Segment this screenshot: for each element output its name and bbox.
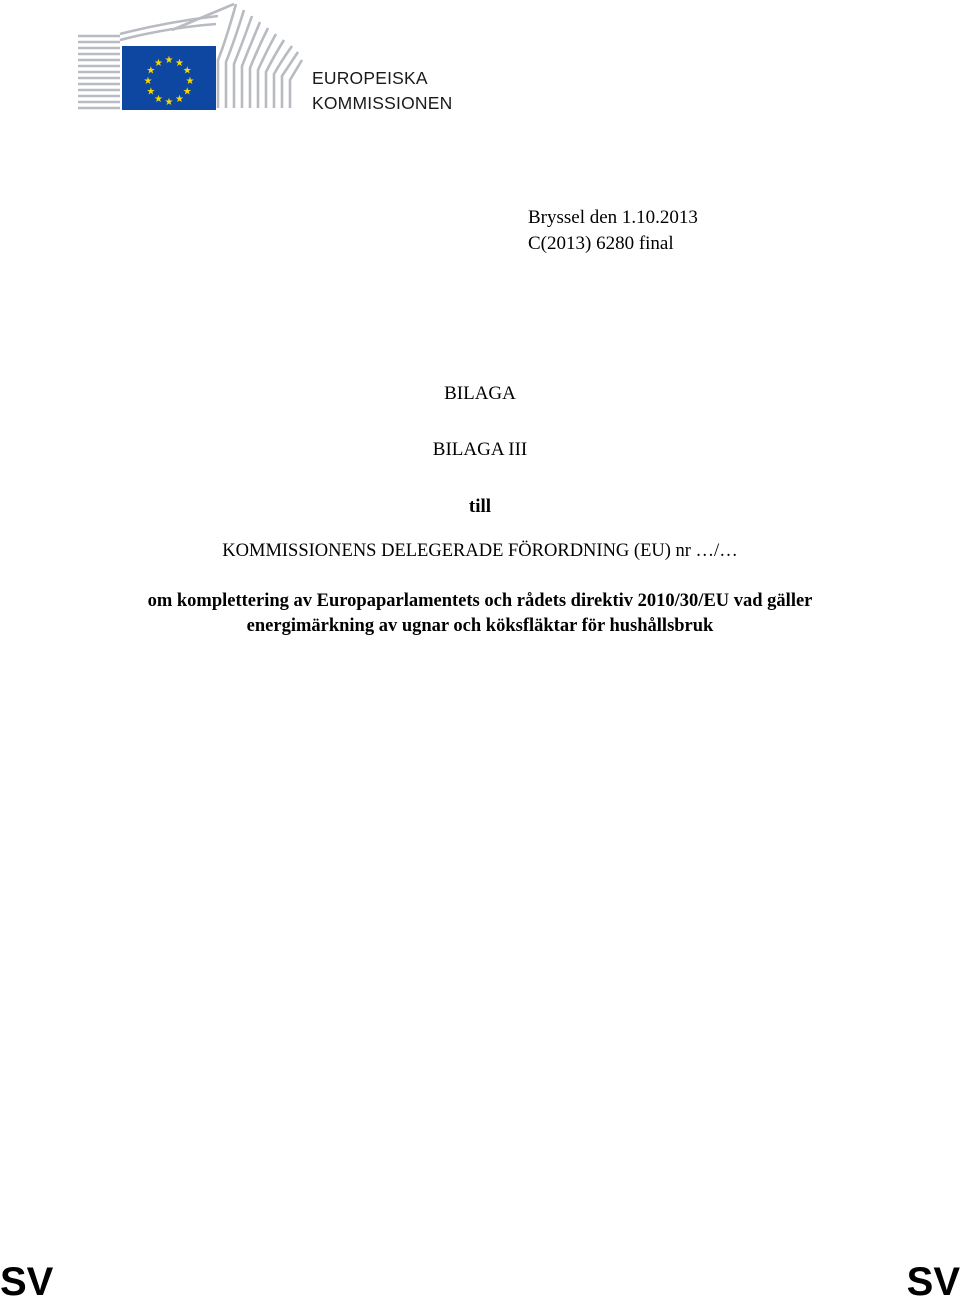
annex-heading: BILAGA [444,383,516,404]
svg-text:★: ★ [175,57,184,69]
document-number: C(2013) 6280 final [528,233,674,254]
svg-text:★: ★ [143,76,153,87]
svg-text:★: ★ [146,65,156,77]
subject-line-1: om komplettering av Europaparlamentets och rådets direktiv 2010/30/EU vad gäller [147,591,813,611]
svg-text:★: ★ [146,86,156,98]
svg-text:★: ★ [154,94,163,106]
organization-name [312,66,452,116]
svg-text:★: ★ [164,97,174,108]
regulation-subject [0,589,960,639]
document-reference [528,205,698,257]
building-lines-icon [76,0,306,112]
svg-text:★: ★ [182,86,192,98]
european-commission-logo [76,0,306,112]
svg-text:★: ★ [182,65,192,77]
org-name-line-2: KOMMISSIONEN [312,93,453,113]
org-name-line-1: EUROPEISKA [312,68,428,88]
till-label: till [468,496,492,517]
regulation-title: KOMMISSIONENS DELEGERADE FÖRORDNING (EU) nr …/… [222,541,738,561]
svg-text:★: ★ [185,76,195,87]
svg-text:★: ★ [154,57,163,69]
svg-text:★: ★ [164,55,174,66]
subject-line-2: energimärkning av ugnar och köksfläktar för hushållsbruk [246,616,714,636]
document-date: Bryssel den 1.10.2013 [528,207,698,228]
language-code-right: SV [906,1260,960,1304]
annex-subheading: BILAGA III [432,439,528,460]
language-code-left: SV [0,1260,54,1304]
svg-text:★: ★ [175,94,184,106]
